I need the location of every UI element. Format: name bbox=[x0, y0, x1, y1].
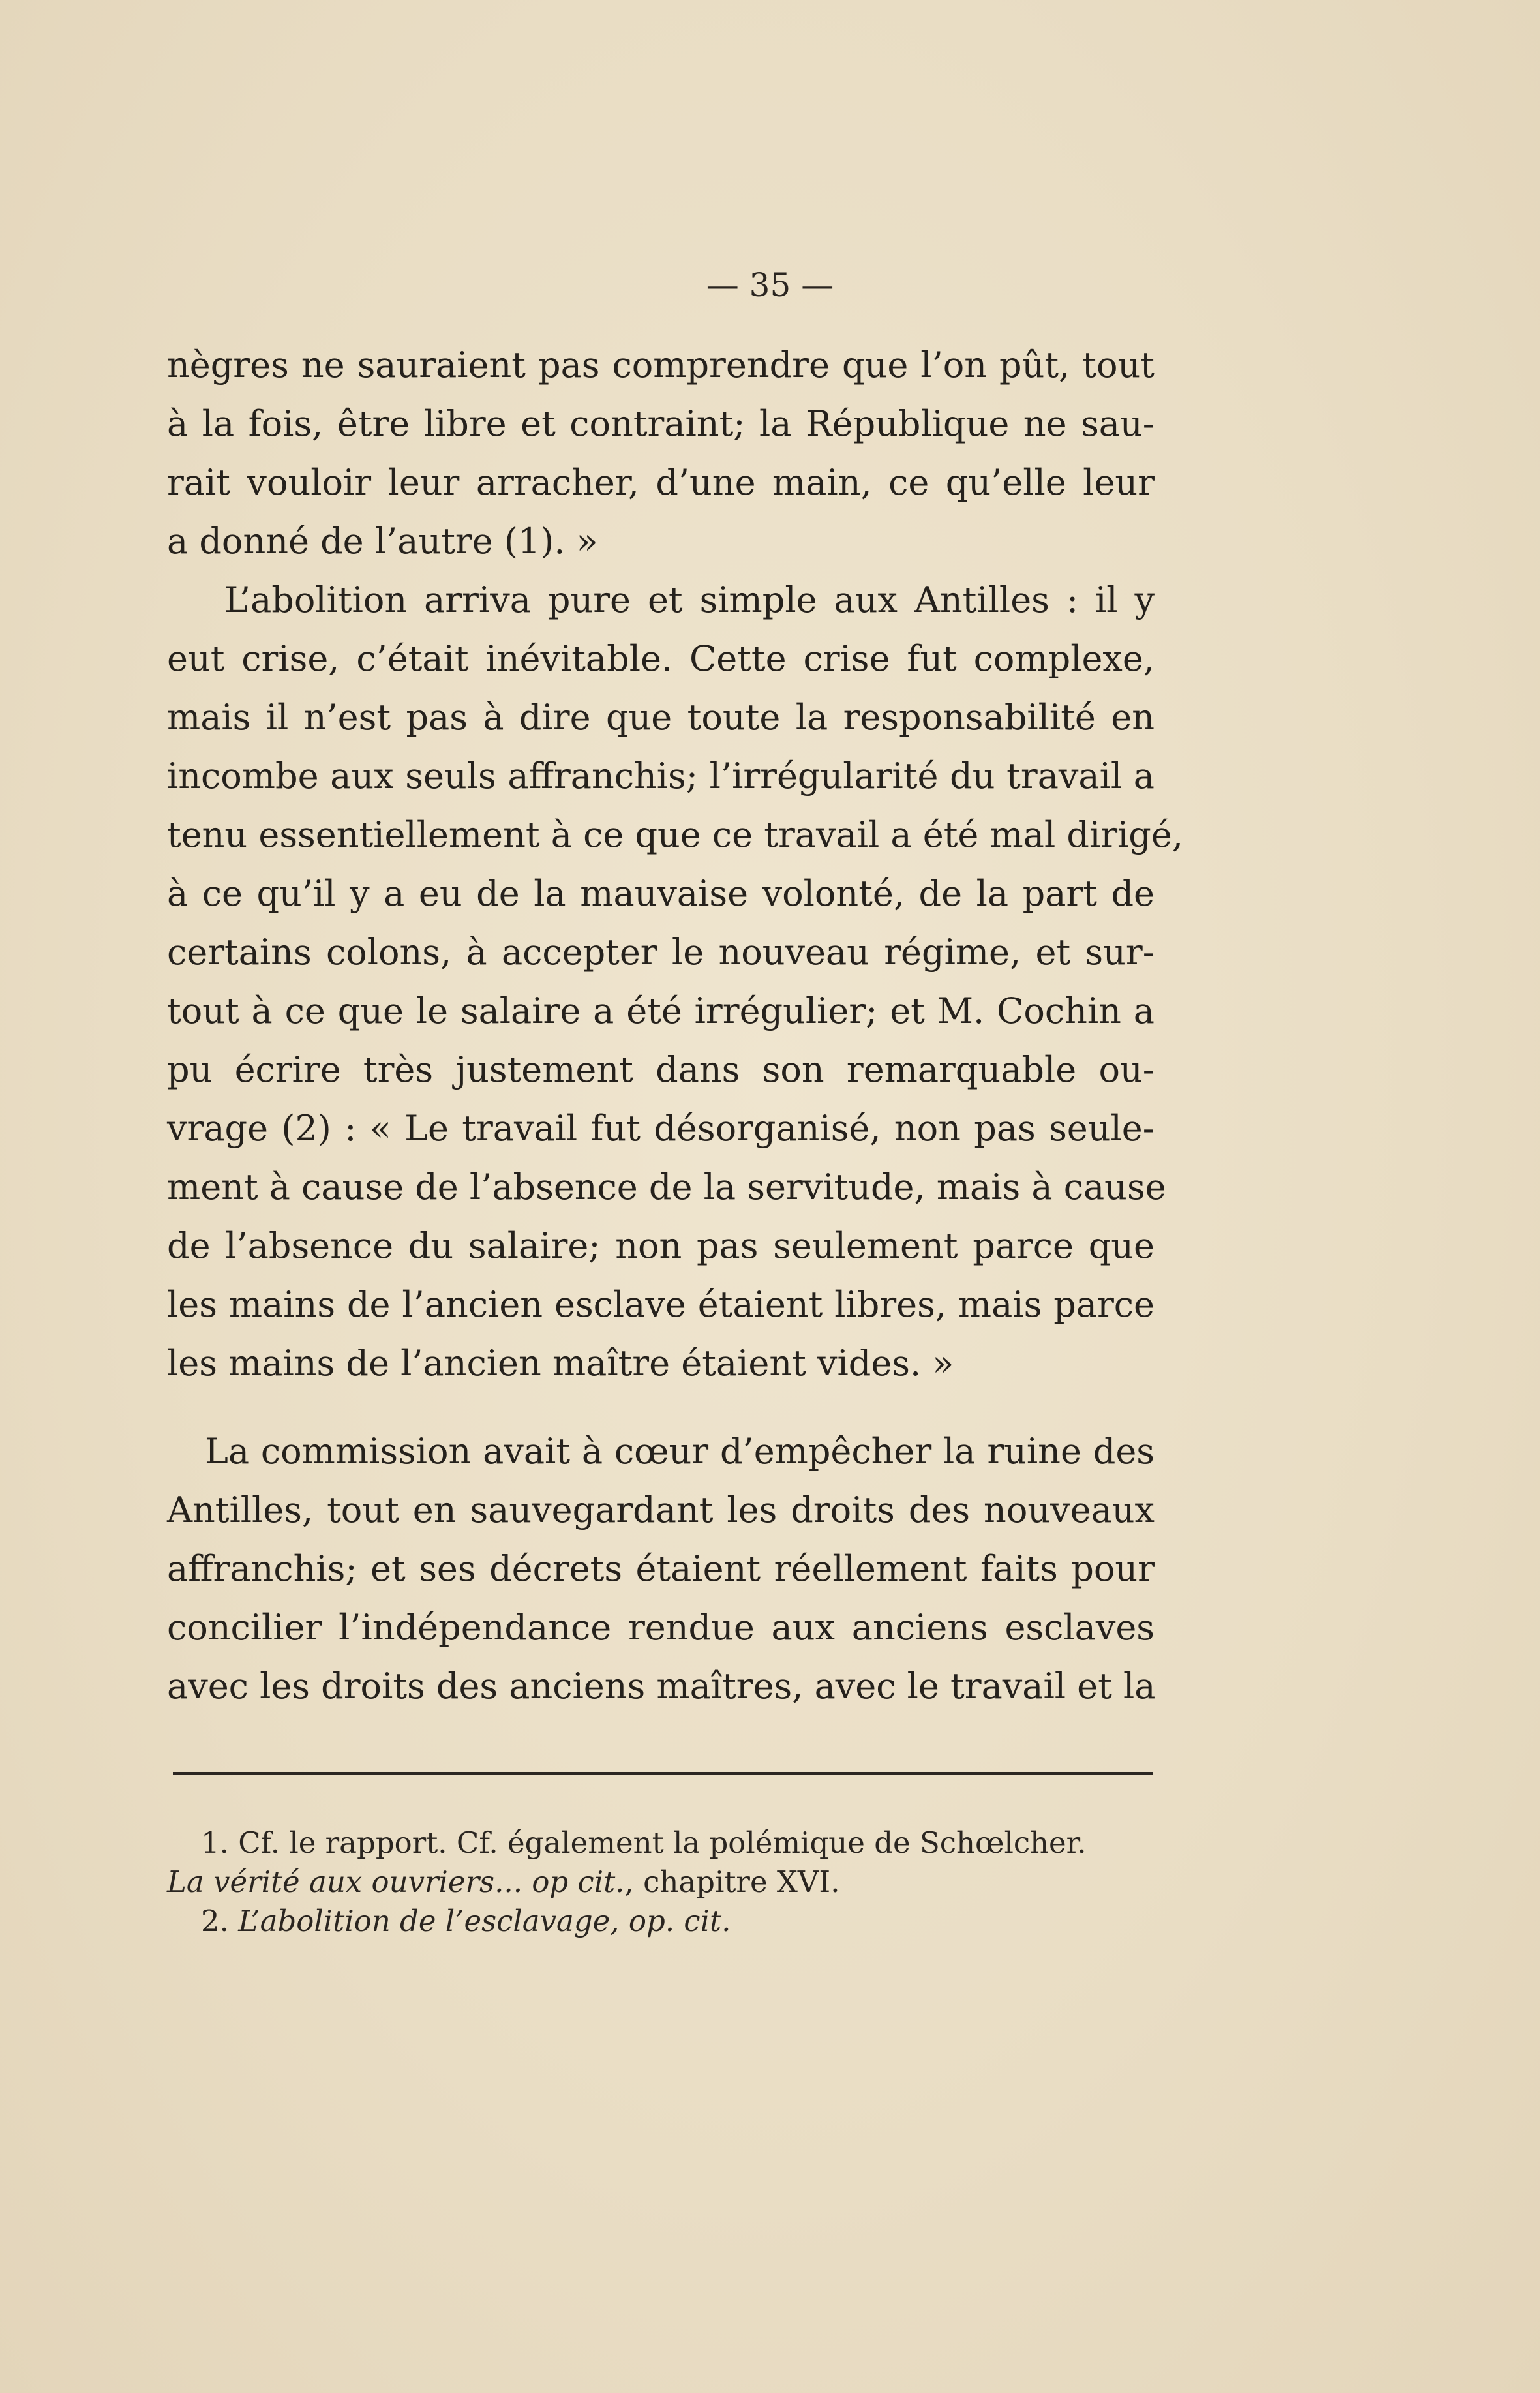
text-line: mais il n’est pas à dire que toute la responsabilité en bbox=[167, 697, 1155, 738]
text-line: Antilles, tout en sauvegardant les droits des nouveaux bbox=[167, 1489, 1155, 1531]
text-line: à la fois, être libre et contraint; la République ne sau- bbox=[167, 403, 1155, 444]
body-text bbox=[167, 336, 1183, 1393]
text-line: avec les droits des anciens maîtres, avec le travail et la bbox=[167, 1666, 1156, 1707]
text-line: nègres ne sauraient pas comprendre que l’on pût, tout bbox=[167, 344, 1155, 386]
footnote-1-continuation bbox=[167, 1863, 1155, 1902]
footnote-1-title: La vérité aux ouvriers... op cit. bbox=[167, 1865, 625, 1899]
text-line: a donné de l’autre (1). » bbox=[167, 521, 598, 562]
footnote-2-number: 2. bbox=[201, 1904, 229, 1938]
text-line: certains colons, à accepter le nouveau régime, et sur- bbox=[167, 932, 1155, 973]
paragraph-1 bbox=[167, 336, 1155, 571]
footnote-2 bbox=[167, 1902, 1155, 1941]
text-line: pu écrire très justement dans son remarquable ou- bbox=[167, 1049, 1155, 1090]
text-line: concilier l’indépendance rendue aux anciens esclaves bbox=[167, 1607, 1155, 1648]
text-line: La commission avait à cœur d’empêcher la ruine des bbox=[205, 1431, 1155, 1472]
footnote-divider bbox=[173, 1772, 1153, 1775]
body-text bbox=[167, 1422, 1155, 1716]
text-line: les mains de l’ancien maître étaient vides. » bbox=[167, 1343, 954, 1384]
text-line: incombe aux seuls affranchis; l’irrégularité du travail a bbox=[167, 755, 1155, 797]
text-line: de l’absence du salaire; non pas seulement parce que bbox=[167, 1225, 1155, 1266]
footnote-1-number: 1. bbox=[201, 1825, 229, 1860]
footnote-1-text: Cf. le rapport. Cf. également la polémique de Schœlcher. bbox=[238, 1825, 1087, 1860]
footnote-1 bbox=[167, 1823, 1155, 1863]
text-line: affranchis; et ses décrets étaient réellement faits pour bbox=[167, 1548, 1155, 1589]
footnote-2-title: L’abolition de l’esclavage, op. cit. bbox=[238, 1904, 731, 1938]
text-line: les mains de l’ancien esclave étaient libres, mais parce bbox=[167, 1284, 1155, 1325]
text-line: rait vouloir leur arracher, d’une main, ce qu’elle leur bbox=[167, 462, 1155, 503]
paragraph-2 bbox=[167, 571, 1183, 1393]
text-line: eut crise, c’était inévitable. Cette crise fut complexe, bbox=[167, 638, 1155, 679]
text-line: ment à cause de l’absence de la servitude, mais à cause bbox=[167, 1166, 1166, 1208]
page-number: — 35 — bbox=[706, 266, 834, 304]
text-line: L’abolition arriva pure et simple aux Antilles : il y bbox=[224, 579, 1155, 620]
text-line: tenu essentiellement à ce que ce travail a été mal dirigé, bbox=[167, 814, 1183, 855]
text-line: vrage (2) : « Le travail fut désorganisé, non pas seule- bbox=[167, 1108, 1155, 1149]
footnote-1-tail: , chapitre XVI. bbox=[624, 1865, 840, 1899]
text-line: à ce qu’il y a eu de la mauvaise volonté, de la part de bbox=[167, 873, 1155, 914]
footnotes bbox=[167, 1823, 1155, 1941]
paragraph-3 bbox=[167, 1422, 1155, 1716]
text-line: tout à ce que le salaire a été irrégulier; et M. Cochin a bbox=[167, 990, 1155, 1031]
